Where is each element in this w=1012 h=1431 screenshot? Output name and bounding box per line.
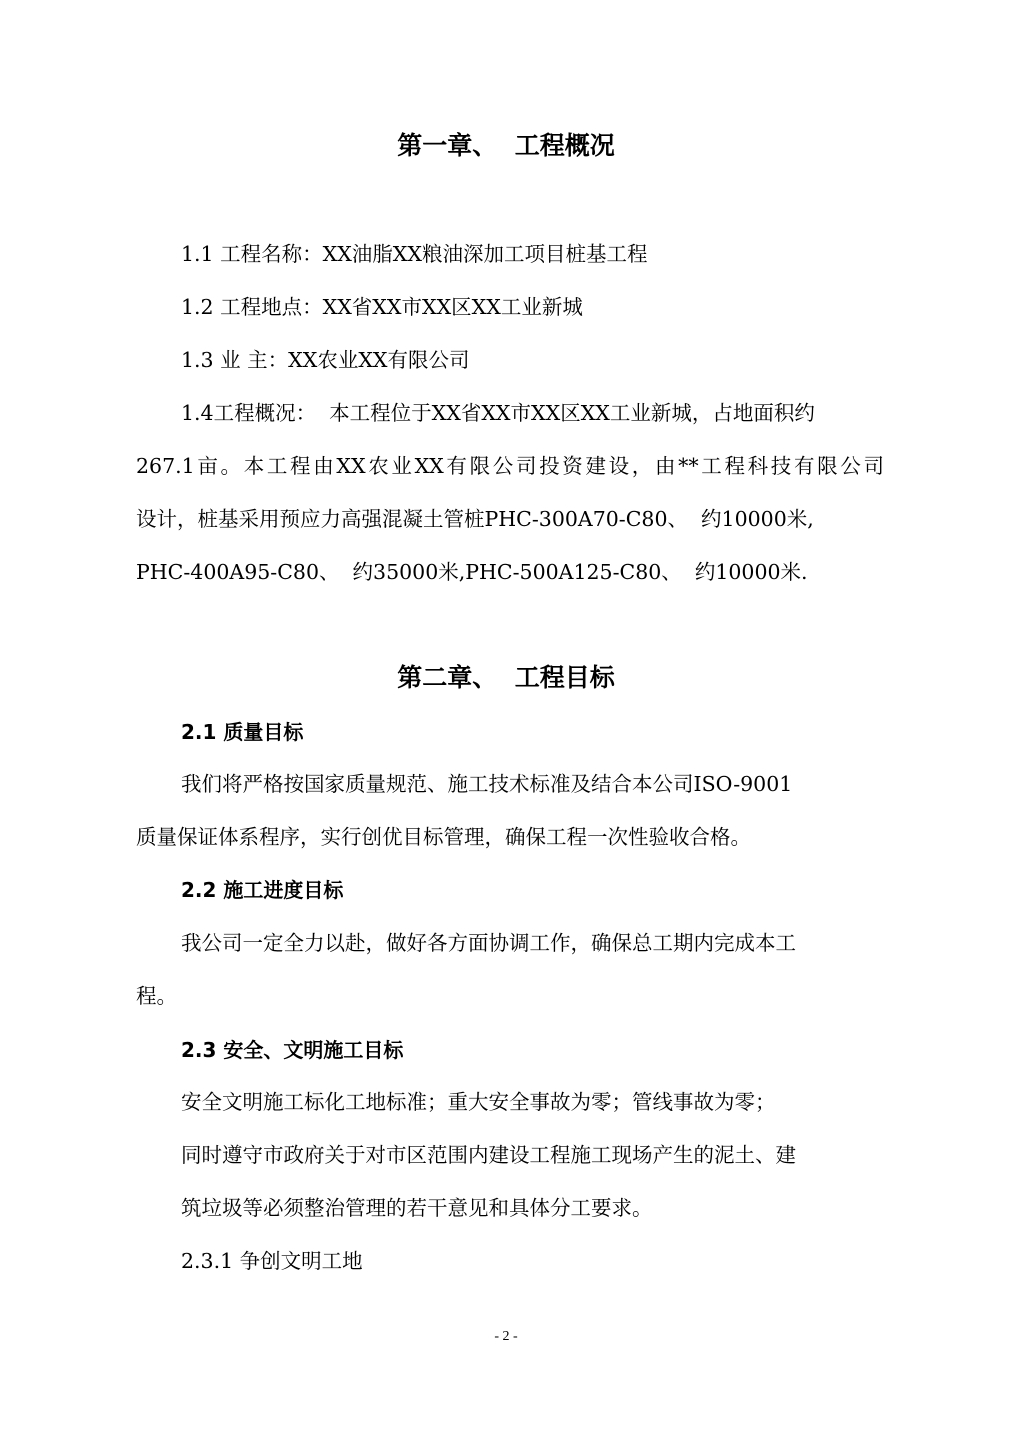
project-owner-line: 1.3 业 主：XX农业XX有限公司 xyxy=(181,348,470,372)
project-location-line: 1.2 工程地点：XX省XX市XX区XX工业新城 xyxy=(181,295,583,319)
overview-line-1: 1.4工程概况： 本工程位于XX省XX市XX区XX工业新城，占地面积约 xyxy=(181,401,815,425)
quality-line-1: 我们将严格按国家质量规范、施工技术标准及结合本公司ISO-9001 xyxy=(181,772,793,796)
project-name-line: 1.1 工程名称：XX油脂XX粮油深加工项目桩基工程 xyxy=(181,242,648,266)
overview-line-3: 设计，桩基采用预应力高强混凝土管桩PHC-300A70-C80、 约10000米, xyxy=(136,507,814,531)
overview-line-2: 267.1亩。本工程由XX农业XX有限公司投资建设，由**工程科技有限公司 xyxy=(136,454,884,478)
schedule-heading: 2.2 施工进度目标 xyxy=(181,878,344,902)
overview-line-4: PHC-400A95-C80、 约35000米,PHC-500A125-C80、 约10000米. xyxy=(136,560,808,584)
safety-heading: 2.3 安全、文明施工目标 xyxy=(181,1038,404,1062)
quality-heading: 2.1 质量目标 xyxy=(181,720,304,744)
safety-line-1: 安全文明施工标化工地标准；重大安全事故为零；管线事故为零； xyxy=(181,1090,776,1114)
quality-line-2: 质量保证体系程序，实行创优目标管理，确保工程一次性验收合格。 xyxy=(136,825,751,849)
chapter-1-title: 第一章、 工程概况 xyxy=(397,131,615,160)
civilized-site-subitem: 2.3.1 争创文明工地 xyxy=(181,1249,363,1273)
chapter-2-title: 第二章、 工程目标 xyxy=(397,663,615,692)
schedule-line-2: 程。 xyxy=(136,984,177,1008)
safety-line-3: 筑垃圾等必须整治管理的若干意见和具体分工要求。 xyxy=(181,1196,653,1220)
page-number: - 2 - xyxy=(494,1329,518,1344)
schedule-line-1: 我公司一定全力以赴，做好各方面协调工作，确保总工期内完成本工 xyxy=(181,931,796,955)
safety-line-2: 同时遵守市政府关于对市区范围内建设工程施工现场产生的泥土、建 xyxy=(181,1143,796,1167)
